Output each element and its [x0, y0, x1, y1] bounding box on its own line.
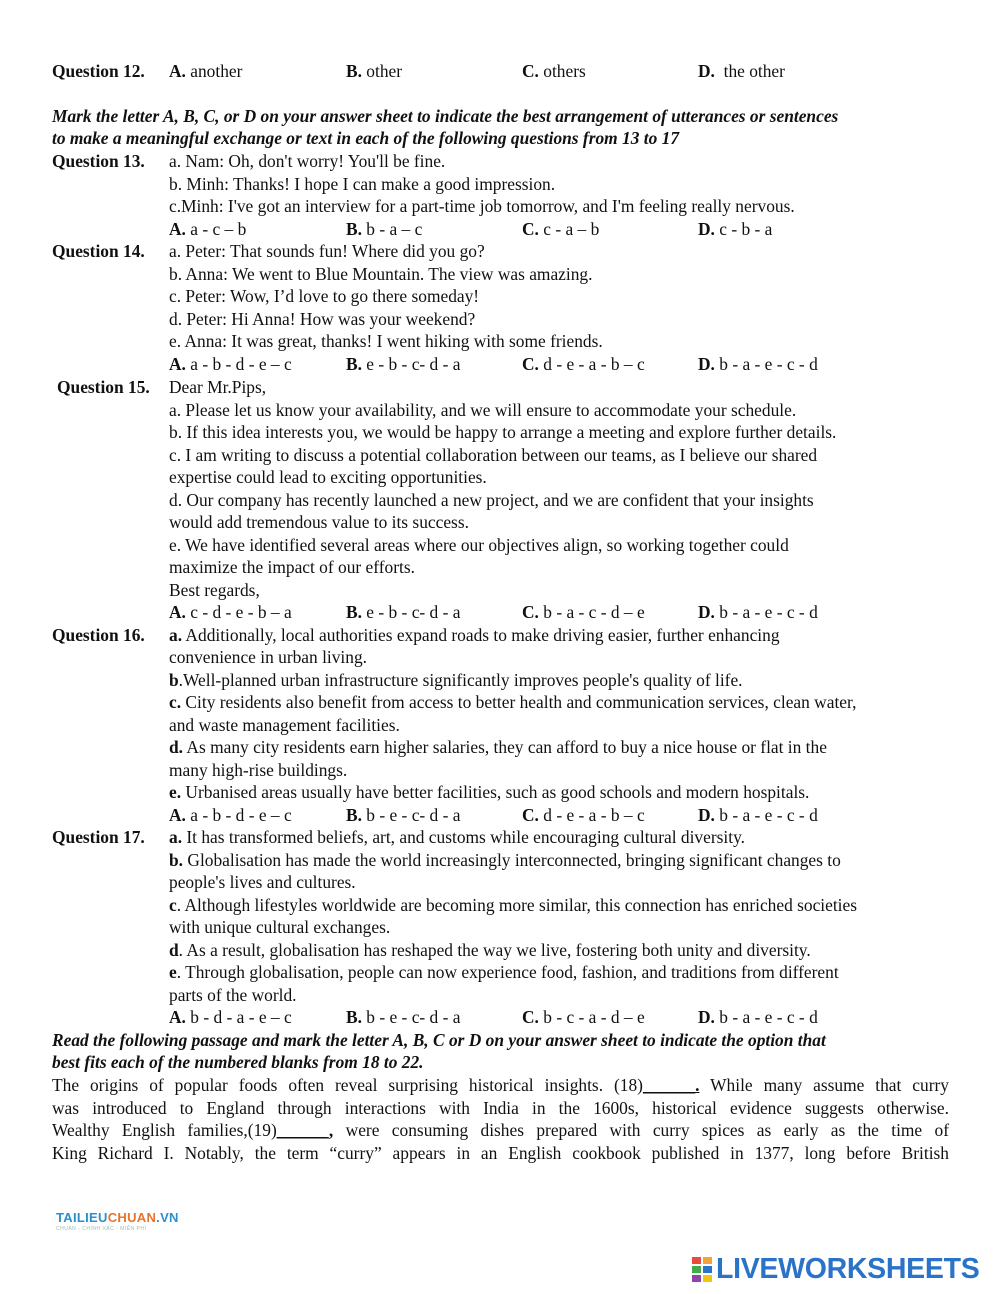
passage-line: was introduced to England through interactions with India in the 1600s, historical evidence suggests otherwise.: [52, 1097, 949, 1118]
q14-line: e. Anna: It was great, thanks! I went hiking with some friends.: [169, 331, 603, 351]
blank-19[interactable]: ______,: [276, 1120, 334, 1140]
passage-line: Wealthy English families,(19)______, were consuming dishes prepared with curry spices as early as the time of: [52, 1120, 950, 1140]
passage-line: King Richard I. Notably, the term “curry” appears in an English cookbook published in 1377, long before British: [52, 1142, 949, 1163]
q15-option-c[interactable]: C. b - a - c - d – e: [522, 602, 645, 622]
q15-line: d. Our company has recently launched a new project, and we are confident that your insights: [169, 489, 814, 510]
q15-label: Question 15.: [57, 377, 150, 397]
q17-option-c[interactable]: C. b - c - a - d – e: [522, 1007, 645, 1027]
instruction-line: Read the following passage and mark the letter A, B, C or D on your answer sheet to indicate the option that: [52, 1030, 826, 1050]
q15-line: Dear Mr.Pips,: [169, 377, 267, 397]
q14-line: a. Peter: That sounds fun! Where did you go?: [169, 241, 485, 261]
instruction-13-17: [52, 105, 952, 149]
q16-option-b[interactable]: B. b - e - c- d - a: [346, 804, 461, 825]
q15-line: would add tremendous value to its success.: [169, 512, 469, 532]
liveworksheets-icon: [692, 1257, 712, 1282]
liveworksheets-wordmark: LIVEWORKSHEETS: [716, 1252, 980, 1285]
q14-line: b. Anna: We went to Blue Mountain. The view was amazing.: [169, 263, 593, 284]
q16-option-d[interactable]: D. b - a - e - c - d: [698, 804, 818, 825]
q14-option-b[interactable]: B. e - b - c- d - a: [346, 353, 461, 374]
q15-option-d[interactable]: D. b - a - e - c - d: [698, 602, 818, 622]
q17-line: a. It has transformed beliefs, art, and customs while encouraging cultural diversity.: [169, 827, 745, 847]
q15-line: e. We have identified several areas where our objectives align, so working together could: [169, 534, 789, 555]
q12-option-c[interactable]: C. others: [522, 61, 586, 81]
q15-line: Best regards,: [169, 579, 260, 600]
q15-line: maximize the impact of our efforts.: [169, 557, 415, 577]
q13-label: Question 13.: [52, 151, 145, 171]
q12-label: Question 12.: [52, 61, 145, 81]
q16-line: a. Additionally, local authorities expand roads to make driving easier, further enhancing: [169, 624, 780, 645]
q16-line: convenience in urban living.: [169, 647, 367, 667]
q14-option-c[interactable]: C. d - e - a - b – c: [522, 353, 645, 374]
tailieuchuan-tagline: CHUẨN - CHÍNH XÁC - MIỄN PHÍ: [56, 1226, 147, 1232]
q17-line: parts of the world.: [169, 984, 297, 1005]
q16-line: and waste management facilities.: [169, 714, 400, 735]
q13-line: b. Minh: Thanks! I hope I can make a good impression.: [169, 173, 556, 194]
q17-line: e. Through globalisation, people can now experience food, fashion, and traditions from different: [169, 962, 839, 982]
q14-line: c. Peter: Wow, I’d love to go there someday!: [169, 286, 480, 306]
instruction-line: best fits each of the numbered blanks from 18 to 22.: [52, 1052, 424, 1072]
q16-line: b.Well-planned urban infrastructure significantly improves people's quality of life.: [169, 669, 743, 690]
q16-option-c[interactable]: C. d - e - a - b – c: [522, 804, 645, 825]
q17-line: with unique cultural exchanges.: [169, 917, 391, 937]
q17-option-a[interactable]: A. b - d - a - e – c: [169, 1007, 292, 1027]
q13-option-d[interactable]: D. c - b - a: [698, 218, 773, 239]
q17-line: c. Although lifestyles worldwide are becoming more similar, this connection has enriched societies: [169, 894, 857, 915]
liveworksheets-logo: [692, 1252, 979, 1286]
q12-option-d[interactable]: D. the other: [698, 61, 785, 81]
q16-option-a[interactable]: A. a - b - d - e – c: [169, 804, 292, 825]
q16-line: many high-rise buildings.: [169, 759, 348, 780]
instruction-18-22: [52, 1029, 952, 1073]
q13-option-a[interactable]: A. a - c – b: [169, 218, 247, 239]
q14-option-d[interactable]: D. b - a - e - c - d: [698, 353, 818, 374]
q13-line: a. Nam: Oh, don't worry! You'll be fine.: [169, 151, 446, 171]
q17-line: people's lives and cultures.: [169, 872, 356, 892]
q17-line: d. As a result, globalisation has reshaped the way we live, fostering both unity and diversity.: [169, 939, 811, 960]
tailieuchuan-logo: TAILIEUCHUAN.VN CHUẨN - CHÍNH XÁC - MIỄN PHÍ: [56, 1210, 179, 1232]
q16-label: Question 16.: [52, 624, 145, 645]
q15-line: c. I am writing to discuss a potential collaboration between our teams, as I believe our shared: [169, 444, 818, 465]
q14-line: d. Peter: Hi Anna! How was your weekend?: [169, 308, 476, 329]
q13-option-b[interactable]: B. b - a – c: [346, 218, 423, 239]
q12-option-a[interactable]: A. another: [169, 61, 243, 81]
q14-label: Question 14.: [52, 241, 145, 261]
q16-line: d. As many city residents earn higher salaries, they can afford to buy a nice house or flat in the: [169, 737, 827, 757]
blank-18[interactable]: ______.: [642, 1075, 700, 1095]
q13-option-c[interactable]: C. c - a – b: [522, 218, 600, 239]
q17-option-b[interactable]: B. b - e - c- d - a: [346, 1007, 461, 1027]
q13-line: c.Minh: I've got an interview for a part-time job tomorrow, and I'm feeling really nervous.: [169, 196, 795, 216]
q16-line: e. Urbanised areas usually have better facilities, such as good schools and modern hospitals.: [169, 782, 810, 802]
q14-option-a[interactable]: A. a - b - d - e – c: [169, 353, 292, 374]
q15-option-b[interactable]: B. e - b - c- d - a: [346, 602, 461, 622]
q15-line: expertise could lead to exciting opportunities.: [169, 467, 487, 487]
instruction-line: to make a meaningful exchange or text in each of the following questions from 13 to 17: [52, 128, 680, 148]
q12-option-b[interactable]: B. other: [346, 61, 403, 81]
q16-line: c. City residents also benefit from access to better health and communication services, clean water,: [169, 692, 857, 712]
instruction-line: Mark the letter A, B, C, or D on your answer sheet to indicate the best arrangement of utterances or sentences: [52, 106, 839, 126]
q15-line: a. Please let us know your availability, and we will ensure to accommodate your schedule.: [169, 399, 797, 420]
q15-line: b. If this idea interests you, we would be happy to arrange a meeting and explore further details.: [169, 422, 837, 442]
passage-line: The origins of popular foods often reveal surprising historical insights. (18)______. While many assume that curry: [52, 1075, 949, 1095]
q17-label: Question 17.: [52, 827, 145, 847]
q17-option-d[interactable]: D. b - a - e - c - d: [698, 1007, 818, 1027]
q15-option-a[interactable]: A. c - d - e - b – a: [169, 602, 292, 622]
q17-line: b. Globalisation has made the world increasingly interconnected, bringing significant changes to: [169, 849, 841, 870]
